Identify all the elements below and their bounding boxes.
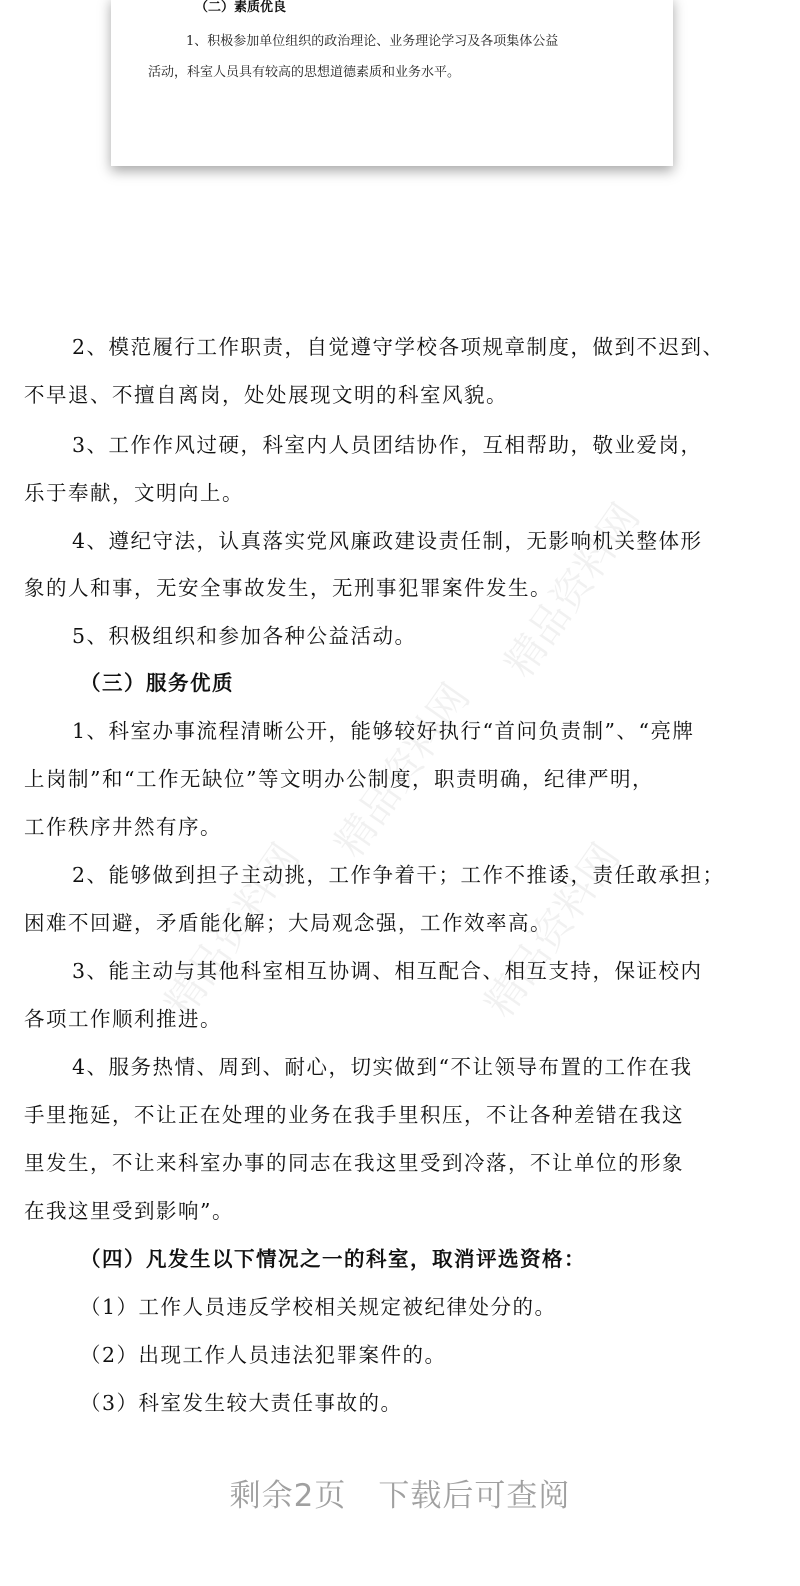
paragraph-line: 4、服务热情、周到、耐心，切实做到“不让领导布置的工作在我: [72, 1055, 693, 1079]
paragraph-line: 2、能够做到担子主动挑，工作争着干；工作不推诿，责任敢承担；: [72, 863, 725, 887]
list-item: （1）工作人员违反学校相关规定被纪律处分的。: [80, 1295, 557, 1319]
paragraph-line: 象的人和事，无安全事故发生，无刑事犯罪案件发生。: [24, 576, 552, 600]
preview-line: 活动，科室人员具有较高的思想道德素质和业务水平。: [148, 65, 461, 80]
list-item: （2）出现工作人员违法犯罪案件的。: [80, 1343, 447, 1367]
page-preview-card: [111, 0, 673, 166]
paragraph-line: 3、工作作风过硬，科室内人员团结协作，互相帮助，敬业爱岗，: [72, 433, 703, 457]
paragraph-line: 不早退、不擅自离岗，处处展现文明的科室风貌。: [24, 383, 508, 407]
paragraph-line: 乐于奉献，文明向上。: [24, 481, 244, 505]
watermark: 精品资料网: [156, 835, 310, 1026]
watermark: 精品资料网: [476, 835, 630, 1026]
watermark: 精品资料网: [326, 675, 480, 866]
paragraph-line: 各项工作顺利推进。: [24, 1007, 222, 1031]
paragraph-line: 1、科室办事流程清晰公开，能够较好执行“首问负责制”、“亮牌: [72, 719, 695, 743]
section-heading: （四）凡发生以下情况之一的科室，取消评选资格：: [80, 1247, 586, 1271]
paragraph-line: 在我这里受到影响”。: [24, 1199, 234, 1223]
watermark: 精品资料网: [496, 495, 650, 686]
paragraph-line: 3、能主动与其他科室相互协调、相互配合、相互支持，保证校内: [72, 959, 703, 983]
section-heading: （三）服务优质: [80, 671, 234, 695]
paragraph-line: 里发生，不让来科室办事的同志在我这里受到冷落，不让单位的形象: [24, 1151, 684, 1175]
paragraph-line: 工作秩序井然有序。: [24, 815, 222, 839]
list-item: （3）科室发生较大责任事故的。: [80, 1391, 403, 1415]
paragraph-line: 困难不回避，矛盾能化解；大局观念强，工作效率高。: [24, 911, 552, 935]
preview-heading: （二）素质优良: [195, 0, 287, 15]
paragraph-line: 5、积极组织和参加各种公益活动。: [72, 624, 417, 648]
preview-line: 1、积极参加单位组织的政治理论、业务理论学习及各项集体公益: [186, 34, 559, 49]
paragraph-line: 上岗制”和“工作无缺位”等文明办公制度，职责明确，纪律严明，: [24, 767, 654, 791]
remaining-pages-note[interactable]: 剩余2页 下载后可查阅: [229, 1478, 571, 1514]
paragraph-line: 4、遵纪守法，认真落实党风廉政建设责任制，无影响机关整体形: [72, 529, 703, 553]
paragraph-line: 手里拖延，不让正在处理的业务在我手里积压，不让各种差错在我这: [24, 1103, 684, 1127]
paragraph-line: 2、模范履行工作职责，自觉遵守学校各项规章制度，做到不迟到、: [72, 335, 725, 359]
